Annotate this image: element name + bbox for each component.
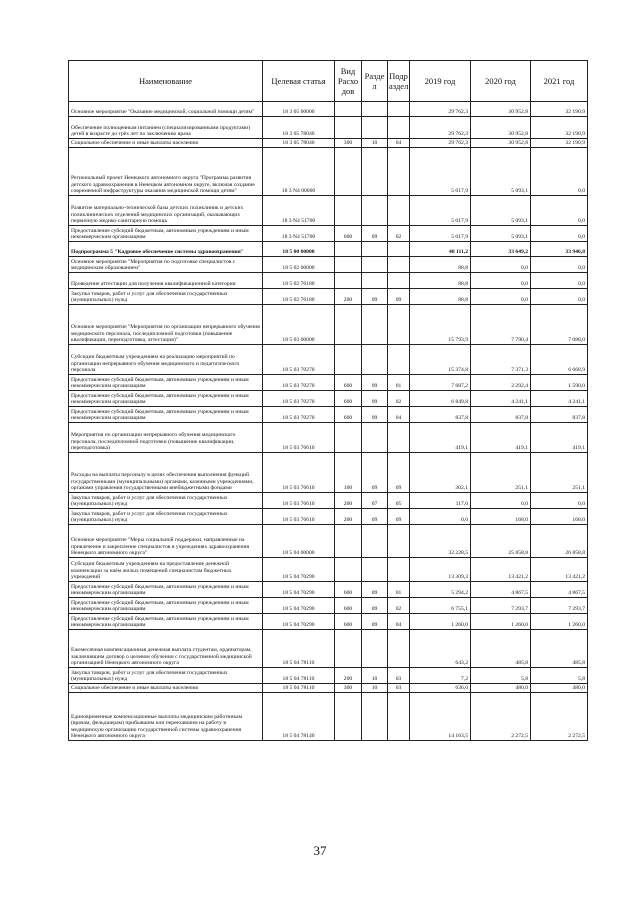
cell-type: 100 xyxy=(335,453,362,493)
cell-section: 09 xyxy=(362,289,388,305)
cell-name: Расходы на выплаты персоналу в целях обеспечения выполнения функций государственными (муниципальными) органами, казенными учреждениями, органами управления государственными внебюджетными фондами xyxy=(69,453,263,493)
cell-subsection xyxy=(388,630,410,668)
header-type: Вид Расхо дов xyxy=(335,61,362,102)
cell-section xyxy=(362,345,388,375)
header-section: Разде л xyxy=(362,61,388,102)
cell-2021: 0,0 xyxy=(531,493,588,509)
cell-type xyxy=(335,102,362,117)
table-header-row xyxy=(69,61,588,102)
cell-article: 18 5 04 78110 xyxy=(263,668,335,684)
cell-2019: 117,0 xyxy=(410,493,471,509)
cell-name: Основное мероприятие "Меры социальной поддержки, направленные на привлечение и закрепление специалистов в учреждениях здравоохранения Ненецкого автономного округа" xyxy=(69,525,263,558)
cell-2021: 4 241,1 xyxy=(531,391,588,407)
cell-subsection: 03 xyxy=(388,668,410,684)
cell-2020: 2 292,4 xyxy=(471,375,531,391)
table-row xyxy=(69,148,588,196)
cell-2019: 15 374,8 xyxy=(410,345,471,375)
cell-type: 600 xyxy=(335,391,362,407)
cell-subsection: 02 xyxy=(388,391,410,407)
cell-subsection xyxy=(388,693,410,741)
table-row xyxy=(69,242,588,257)
cell-article: 18 5 04 70290 xyxy=(263,558,335,582)
cell-2021: 0,0 xyxy=(531,289,588,305)
cell-article: 18 5 04 70290 xyxy=(263,614,335,630)
cell-2019: 5 017,9 xyxy=(410,196,471,226)
cell-subsection xyxy=(388,117,410,139)
cell-section xyxy=(362,558,388,582)
cell-type: 300 xyxy=(335,684,362,693)
cell-subsection: 09 xyxy=(388,453,410,493)
cell-subsection: 03 xyxy=(388,684,410,693)
cell-type xyxy=(335,423,362,453)
cell-2020: 30 952,8 xyxy=(471,117,531,139)
cell-type: 600 xyxy=(335,407,362,423)
budget-table xyxy=(68,60,588,741)
table-row xyxy=(69,693,588,741)
cell-type xyxy=(335,345,362,375)
cell-section: 09 xyxy=(362,614,388,630)
table-row xyxy=(69,257,588,273)
cell-article: 18 5 04 70290 xyxy=(263,582,335,598)
cell-2020: 30 952,8 xyxy=(471,139,531,148)
cell-2019: 13 309,3 xyxy=(410,558,471,582)
cell-2021: 419,1 xyxy=(531,423,588,453)
cell-article: 18 5 04 78110 xyxy=(263,684,335,693)
cell-article: 18 5 03 70270 xyxy=(263,407,335,423)
cell-2019: 5 017,9 xyxy=(410,226,471,242)
cell-subsection: 01 xyxy=(388,375,410,391)
cell-name: Основное мероприятие "Мероприятия по организации непрерывного обучения медицинского персонала, последипломной подготовки (повышение квалификации, переподготовка, аттестация)" xyxy=(69,305,263,345)
cell-subsection: 04 xyxy=(388,407,410,423)
cell-2019: 29 762,3 xyxy=(410,117,471,139)
cell-section: 10 xyxy=(362,684,388,693)
cell-2020: 4 867,5 xyxy=(471,582,531,598)
cell-article: 18 3 N4 51700 xyxy=(263,226,335,242)
cell-section xyxy=(362,525,388,558)
cell-2021: 32 190,9 xyxy=(531,102,588,117)
table-row xyxy=(69,525,588,558)
cell-name: Мероприятия по организации непрерывного обучения медицинского персонала, последипломной подготовки (повышение квалификации, переподготовка) xyxy=(69,423,263,453)
cell-2019: 6 849,8 xyxy=(410,391,471,407)
cell-2021: 32 190,9 xyxy=(531,117,588,139)
cell-section: 10 xyxy=(362,668,388,684)
cell-2019: 6 755,1 xyxy=(410,598,471,614)
cell-type: 600 xyxy=(335,598,362,614)
cell-section xyxy=(362,423,388,453)
cell-2020: 419,1 xyxy=(471,423,531,453)
cell-name: Проведение аттестации для получения квалификационной категории xyxy=(69,273,263,289)
table-row xyxy=(69,117,588,139)
cell-type: 600 xyxy=(335,226,362,242)
cell-article: 18 5 04 00000 xyxy=(263,525,335,558)
cell-2019: 29 762,3 xyxy=(410,139,471,148)
table-row xyxy=(69,423,588,453)
cell-2019: 5 017,9 xyxy=(410,148,471,196)
table-row xyxy=(69,226,588,242)
cell-subsection xyxy=(388,102,410,117)
header-2019: 2019 год xyxy=(410,61,471,102)
cell-2019: 1 260,0 xyxy=(410,614,471,630)
cell-section xyxy=(362,196,388,226)
cell-type: 200 xyxy=(335,289,362,305)
table-row xyxy=(69,375,588,391)
cell-section: 09 xyxy=(362,509,388,525)
page-number: 37 xyxy=(313,843,327,858)
cell-article: 18 5 03 76610 xyxy=(263,423,335,453)
header-2020: 2020 год xyxy=(471,61,531,102)
cell-2021: 0,0 xyxy=(531,257,588,273)
cell-2021: 7 088,0 xyxy=(531,305,588,345)
cell-section xyxy=(362,148,388,196)
cell-2021: 7 293,7 xyxy=(531,598,588,614)
cell-section xyxy=(362,273,388,289)
cell-subsection: 09 xyxy=(388,509,410,525)
cell-subsection: 05 xyxy=(388,493,410,509)
cell-2020: 168,0 xyxy=(471,509,531,525)
cell-2020: 2 272,5 xyxy=(471,693,531,741)
header-2021: 2021 год xyxy=(531,61,588,102)
cell-subsection xyxy=(388,305,410,345)
header-article: Целевая статья xyxy=(263,61,335,102)
cell-name: Развитие материально-технической базы детских поликлиник и детских поликлинических отделений медицинских организаций, оказывающих первичную медико-санитарную помощь xyxy=(69,196,263,226)
cell-subsection xyxy=(388,273,410,289)
cell-2021: 485,8 xyxy=(531,630,588,668)
cell-section xyxy=(362,630,388,668)
cell-section xyxy=(362,242,388,257)
table-row xyxy=(69,289,588,305)
cell-article: 18 5 03 76610 xyxy=(263,493,335,509)
cell-2021: 480,0 xyxy=(531,684,588,693)
cell-name: Обеспечение полноценным питанием (специализированными продуктами) детей в возрасте до трёх лет по заключению врача xyxy=(69,117,263,139)
cell-type: 200 xyxy=(335,668,362,684)
cell-article: 18 5 03 00000 xyxy=(263,305,335,345)
cell-subsection: 02 xyxy=(388,226,410,242)
cell-article: 18 5 02 76180 xyxy=(263,273,335,289)
cell-2021: 837,8 xyxy=(531,407,588,423)
cell-2020: 5 093,1 xyxy=(471,148,531,196)
cell-2020: 7 790,4 xyxy=(471,305,531,345)
cell-name: Предоставление субсидий бюджетным, автономным учреждениям и иным некоммерческим организациям xyxy=(69,598,263,614)
cell-name: Закупка товаров, работ и услуг для обеспечения государственных (муниципальных) нужд xyxy=(69,668,263,684)
cell-subsection: 04 xyxy=(388,614,410,630)
cell-name: Субсидии бюджетным учреждениям на реализацию мероприятий по организации непрерывного обучения медицинского и педагогического персонала xyxy=(69,345,263,375)
cell-2021: 168,0 xyxy=(531,509,588,525)
cell-name: Региональный проект Ненецкого автономного округа "Программа развития детского здравоохранения в Ненецком автономном округе, включая создание современной инфраструктуры оказания медицинской помощи детям" xyxy=(69,148,263,196)
table-row xyxy=(69,407,588,423)
cell-article: 18 5 04 78140 xyxy=(263,693,335,741)
table-row xyxy=(69,582,588,598)
cell-type xyxy=(335,525,362,558)
cell-name: Закупка товаров, работ и услуг для обеспечения государственных (муниципальных) нужд xyxy=(69,493,263,509)
cell-type xyxy=(335,693,362,741)
cell-article: 18 3 05 00000 xyxy=(263,102,335,117)
cell-2020: 837,8 xyxy=(471,407,531,423)
cell-2020: 4 241,1 xyxy=(471,391,531,407)
cell-type: 200 xyxy=(335,509,362,525)
cell-name: Предоставление субсидий бюджетным, автономным учреждениям и иным некоммерческим организациям xyxy=(69,375,263,391)
cell-2020: 5 093,1 xyxy=(471,196,531,226)
cell-type xyxy=(335,630,362,668)
cell-2020: 0,0 xyxy=(471,493,531,509)
cell-section xyxy=(362,305,388,345)
cell-2019: 419,1 xyxy=(410,423,471,453)
cell-2021: 0,0 xyxy=(531,273,588,289)
cell-name: Закупка товаров, работ и услуг для обеспечения государственных (муниципальных) нужд xyxy=(69,289,263,305)
cell-2020: 251,1 xyxy=(471,453,531,493)
cell-article: 18 5 02 76180 xyxy=(263,289,335,305)
cell-2019: 643,2 xyxy=(410,630,471,668)
cell-type xyxy=(335,117,362,139)
cell-2020: 7 371,3 xyxy=(471,345,531,375)
table-row xyxy=(69,493,588,509)
cell-section: 07 xyxy=(362,493,388,509)
cell-2019: 14 163,5 xyxy=(410,693,471,741)
table-row xyxy=(69,668,588,684)
table-row xyxy=(69,196,588,226)
cell-type xyxy=(335,305,362,345)
cell-subsection xyxy=(388,558,410,582)
cell-2021: 0,0 xyxy=(531,196,588,226)
cell-type xyxy=(335,148,362,196)
cell-type: 200 xyxy=(335,493,362,509)
cell-2019: 636,0 xyxy=(410,684,471,693)
table-row xyxy=(69,453,588,493)
cell-2020: 480,0 xyxy=(471,684,531,693)
cell-2021: 251,1 xyxy=(531,453,588,493)
cell-section xyxy=(362,117,388,139)
cell-2019: 88,8 xyxy=(410,273,471,289)
cell-name: Закупка товаров, работ и услуг для обеспечения государственных (муниципальных) нужд xyxy=(69,509,263,525)
cell-section xyxy=(362,693,388,741)
cell-2020: 7 293,7 xyxy=(471,598,531,614)
cell-2019: 29 762,3 xyxy=(410,102,471,117)
table-body xyxy=(69,102,588,741)
cell-type xyxy=(335,257,362,273)
cell-2019: 7 687,2 xyxy=(410,375,471,391)
cell-2020: 30 952,8 xyxy=(471,102,531,117)
cell-2019: 15 793,9 xyxy=(410,305,471,345)
table-row xyxy=(69,598,588,614)
cell-2020: 0,0 xyxy=(471,257,531,273)
cell-name: Ежемесячная компенсационная денежная выплата студентам, ординаторам, заключившим договор о целевом обучении с государственной медицинской организацией Ненецкого автономного округа xyxy=(69,630,263,668)
cell-article: 18 5 03 76610 xyxy=(263,509,335,525)
cell-2021: 2 272,5 xyxy=(531,693,588,741)
cell-2020: 5 093,1 xyxy=(471,226,531,242)
cell-2021: 0,0 xyxy=(531,226,588,242)
cell-article: 18 5 04 70290 xyxy=(263,598,335,614)
cell-section xyxy=(362,102,388,117)
cell-2020: 0,0 xyxy=(471,273,531,289)
cell-name: Предоставление субсидий бюджетным, автономным учреждениям и иным некоммерческим организациям xyxy=(69,614,263,630)
cell-article: 18 3 N4 51700 xyxy=(263,196,335,226)
cell-name: Социальное обеспечение и иные выплаты населению xyxy=(69,139,263,148)
cell-2020: 1 260,0 xyxy=(471,614,531,630)
cell-2019: 7,2 xyxy=(410,668,471,684)
cell-article: 18 5 03 70270 xyxy=(263,375,335,391)
cell-article: 18 5 00 00000 xyxy=(263,242,335,257)
cell-2019: 5 294,2 xyxy=(410,582,471,598)
cell-type: 600 xyxy=(335,582,362,598)
table-row xyxy=(69,509,588,525)
cell-section: 09 xyxy=(362,407,388,423)
cell-section: 09 xyxy=(362,598,388,614)
table-row xyxy=(69,391,588,407)
table-row xyxy=(69,558,588,582)
cell-2020: 25 858,8 xyxy=(471,525,531,558)
cell-2021: 1 590,0 xyxy=(531,375,588,391)
cell-2021: 13 421,2 xyxy=(531,558,588,582)
cell-article: 18 5 03 70270 xyxy=(263,345,335,375)
cell-2020: 13 421,2 xyxy=(471,558,531,582)
table-row xyxy=(69,684,588,693)
header-name: Наименование xyxy=(69,61,263,102)
cell-2019: 0,0 xyxy=(410,509,471,525)
cell-type xyxy=(335,242,362,257)
cell-section: 09 xyxy=(362,453,388,493)
cell-subsection: 04 xyxy=(388,139,410,148)
table-row xyxy=(69,305,588,345)
cell-2021: 5,8 xyxy=(531,668,588,684)
table-row xyxy=(69,630,588,668)
cell-article: 18 3 05 78040 xyxy=(263,117,335,139)
cell-type xyxy=(335,196,362,226)
cell-type: 600 xyxy=(335,375,362,391)
cell-name: Основное мероприятие "Мероприятия по подготовке специалистов с медицинским образованием" xyxy=(69,257,263,273)
cell-2021: 4 867,5 xyxy=(531,582,588,598)
cell-section: 10 xyxy=(362,139,388,148)
cell-section: 09 xyxy=(362,375,388,391)
cell-2019: 88,8 xyxy=(410,257,471,273)
cell-2021: 33 946,8 xyxy=(531,242,588,257)
cell-name: Субсидии бюджетным учреждениям на предоставление денежной компенсации за наём жилых помещений специалистам бюджетных учреждений xyxy=(69,558,263,582)
cell-2020: 485,8 xyxy=(471,630,531,668)
cell-2019: 32 228,5 xyxy=(410,525,471,558)
cell-2020: 5,8 xyxy=(471,668,531,684)
table-row xyxy=(69,139,588,148)
cell-2021: 1 260,0 xyxy=(531,614,588,630)
header-subsection: Подр аздел xyxy=(388,61,410,102)
cell-article: 18 5 02 00000 xyxy=(263,257,335,273)
cell-subsection xyxy=(388,242,410,257)
cell-subsection xyxy=(388,423,410,453)
cell-name: Единовременные компенсационные выплаты медицинским работникам (врачам, фельдшерам) прибывшим или переехавшим на работу в медицинскую организацию государственной системы здравоохранения Ненецкого автономного округа xyxy=(69,693,263,741)
cell-type: 600 xyxy=(335,614,362,630)
cell-subsection xyxy=(388,525,410,558)
cell-subsection: 09 xyxy=(388,289,410,305)
cell-type xyxy=(335,273,362,289)
cell-section xyxy=(362,257,388,273)
cell-section: 09 xyxy=(362,226,388,242)
cell-type: 300 xyxy=(335,139,362,148)
cell-2021: 26 858,8 xyxy=(531,525,588,558)
table-row xyxy=(69,345,588,375)
cell-2019: 837,8 xyxy=(410,407,471,423)
cell-name: Предоставление субсидий бюджетным, автономным учреждениям и иным некоммерческим организациям xyxy=(69,391,263,407)
cell-name: Подпрограмма 5 "Кадровое обеспечение системы здравоохранения" xyxy=(69,242,263,257)
cell-2021: 0,0 xyxy=(531,148,588,196)
table-row xyxy=(69,273,588,289)
cell-2020: 33 649,2 xyxy=(471,242,531,257)
cell-subsection xyxy=(388,345,410,375)
cell-name: Основное мероприятие "Оказание медицинской, социальной помощи детям" xyxy=(69,102,263,117)
cell-subsection xyxy=(388,257,410,273)
cell-subsection xyxy=(388,148,410,196)
cell-article: 18 3 N4 00000 xyxy=(263,148,335,196)
cell-article: 18 5 03 70270 xyxy=(263,391,335,407)
cell-article: 18 3 05 78040 xyxy=(263,139,335,148)
cell-subsection: 02 xyxy=(388,598,410,614)
table-row xyxy=(69,614,588,630)
cell-name: Предоставление субсидий бюджетным, автономным учреждениям и иным некоммерческим организациям xyxy=(69,582,263,598)
cell-2020: 0,0 xyxy=(471,289,531,305)
cell-article: 18 5 04 78110 xyxy=(263,630,335,668)
cell-name: Социальное обеспечение и иные выплаты населению xyxy=(69,684,263,693)
cell-name: Предоставление субсидий бюджетным, автономным учреждениям и иным некоммерческим организациям xyxy=(69,226,263,242)
cell-subsection xyxy=(388,196,410,226)
cell-article: 18 5 03 76610 xyxy=(263,453,335,493)
cell-2021: 6 668,9 xyxy=(531,345,588,375)
cell-section: 09 xyxy=(362,391,388,407)
cell-section: 09 xyxy=(362,582,388,598)
cell-name: Предоставление субсидий бюджетным, автономным учреждениям и иным некоммерческим организациям xyxy=(69,407,263,423)
cell-2019: 302,1 xyxy=(410,453,471,493)
cell-2019: 88,8 xyxy=(410,289,471,305)
cell-subsection: 01 xyxy=(388,582,410,598)
cell-type xyxy=(335,558,362,582)
table-row xyxy=(69,102,588,117)
cell-2021: 32 190,9 xyxy=(531,139,588,148)
cell-2019: 48 111,2 xyxy=(410,242,471,257)
